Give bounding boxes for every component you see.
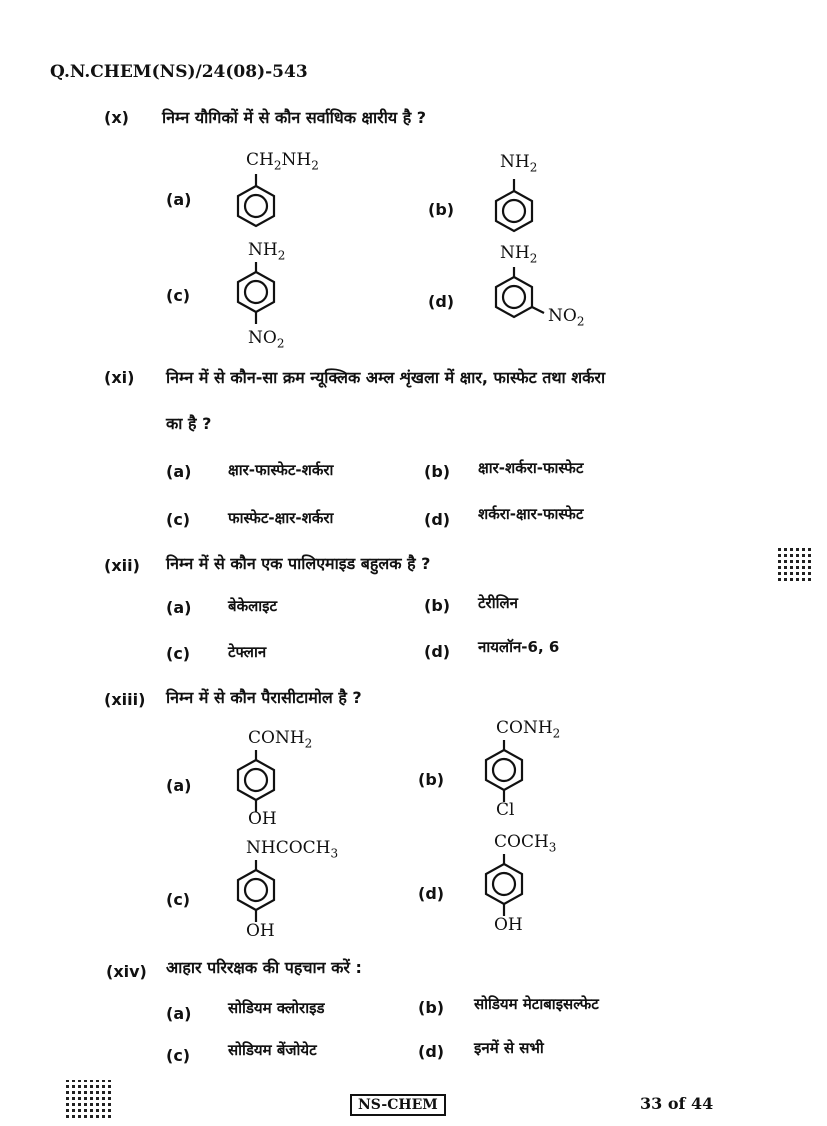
substituent-label: OH (248, 809, 277, 829)
option-label: (c) (166, 510, 191, 529)
option-label: (a) (166, 776, 192, 795)
benzene-ring (484, 165, 544, 235)
substituent-label: $COCH_3$ (494, 832, 557, 855)
benzene-ring (474, 842, 534, 922)
benzene-ring (484, 255, 554, 335)
option-label: (d) (418, 884, 445, 903)
qr-code-icon (778, 545, 814, 581)
question-number: (xiv) (106, 962, 147, 981)
substituent-label: OH (246, 921, 275, 941)
option-text: क्षार-फास्फेट-शर्करा (228, 461, 334, 479)
benzene-ring (226, 848, 286, 928)
question-text: निम्न में से कौन-सा क्रम न्यूक्लिक अम्ल शृंखला में क्षार, फास्फेट तथा शर्करा (166, 368, 606, 387)
option-label: (c) (166, 286, 191, 305)
benzene-ring (226, 738, 286, 818)
option-text: बेकेलाइट (228, 597, 278, 615)
substituent-label: $CONH_2$ (496, 718, 561, 741)
option-label: (d) (428, 292, 455, 311)
substituent-label: $NO_2$ (548, 306, 585, 329)
option-label: (b) (428, 200, 455, 219)
option-label: (b) (424, 596, 451, 615)
question-text: निम्न में से कौन एक पालिएमाइड बहुलक है ? (166, 554, 431, 573)
benzene-ring (226, 250, 286, 330)
question-number: (x) (104, 108, 129, 127)
substituent-label: OH (494, 915, 523, 935)
substituent-label: $CH_2NH_2$ (246, 150, 319, 173)
page-number: 33 of 44 (640, 1094, 714, 1113)
benzene-ring (474, 728, 534, 808)
substituent-label: $NH_2$ (500, 152, 538, 175)
option-text: फास्फेट-क्षार-शर्करा (228, 509, 334, 527)
question-number: (xi) (104, 368, 135, 387)
footer-code: NS-CHEM (350, 1094, 446, 1116)
question-text: आहार परिरक्षक की पहचान करें : (166, 958, 362, 977)
option-text: टेरीलिन (478, 594, 518, 612)
substituent-label: $NH_2$ (500, 243, 538, 266)
option-label: (b) (424, 462, 451, 481)
option-label: (c) (166, 890, 191, 909)
substituent-label: $NO_2$ (248, 328, 285, 351)
option-label: (d) (424, 510, 451, 529)
option-text: शर्करा-क्षार-फास्फेट (478, 505, 584, 523)
option-label: (c) (166, 1046, 191, 1065)
paper-code: Q.N.CHEM(NS)/24(08)-543 (50, 62, 308, 82)
substituent-label: Cl (496, 800, 515, 820)
option-text: सोडियम बेंजोयेट (228, 1041, 317, 1059)
question-text: निम्न यौगिकों में से कौन सर्वाधिक क्षारीय है ? (162, 108, 427, 127)
option-label: (b) (418, 770, 445, 789)
substituent-label: $NH_2$ (248, 240, 286, 263)
option-text: टेफ्लान (228, 643, 267, 661)
option-text: सोडियम मेटाबाइसल्फेट (474, 995, 599, 1013)
option-text: इनमें से सभी (474, 1039, 544, 1057)
option-text: नायलॉन-6, 6 (478, 638, 560, 656)
substituent-label: $NHCOCH_3$ (246, 838, 339, 861)
option-text: सोडियम क्लोराइड (228, 999, 325, 1017)
question-number: (xiii) (104, 690, 146, 709)
substituent-label: $CONH_2$ (248, 728, 313, 751)
option-label: (a) (166, 1004, 192, 1023)
option-text: क्षार-शर्करा-फास्फेट (478, 459, 584, 477)
question-number: (xii) (104, 556, 140, 575)
option-label: (a) (166, 190, 192, 209)
qr-code-icon (66, 1080, 112, 1118)
option-label: (a) (166, 462, 192, 481)
option-label: (c) (166, 644, 191, 663)
option-label: (d) (424, 642, 451, 661)
option-label: (b) (418, 998, 445, 1017)
question-text-continued: का है ? (166, 414, 212, 433)
option-label: (d) (418, 1042, 445, 1061)
option-label: (a) (166, 598, 192, 617)
benzene-ring (226, 160, 286, 230)
question-text: निम्न में से कौन पैरासीटामोल है ? (166, 688, 362, 707)
